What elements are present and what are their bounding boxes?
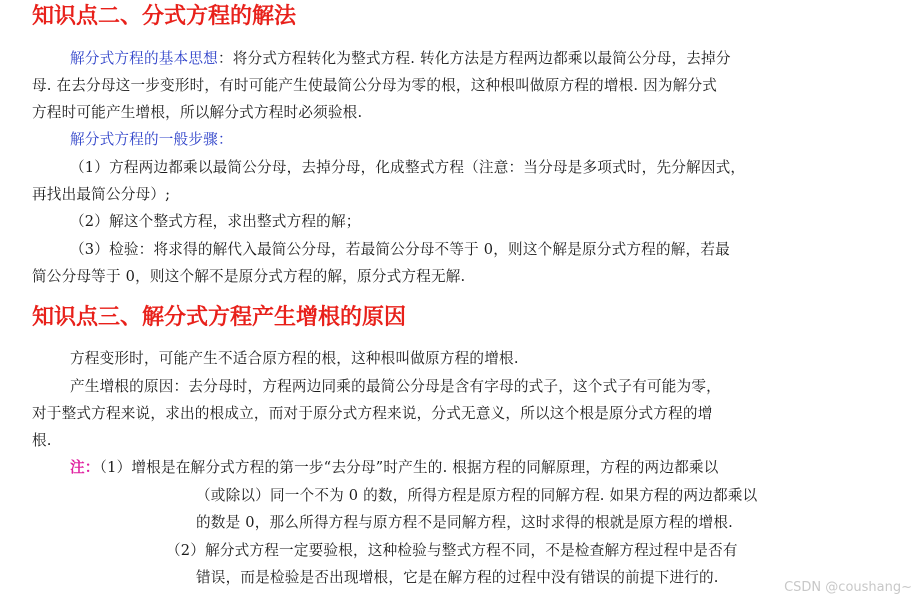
note-label: 注： — [70, 459, 100, 476]
note-1-line-3: 的数是 0，那么所得方程与原方程不是同解方程，这时求得的根就是原方程的增根. — [196, 514, 733, 531]
cause-paragraph-2-line-3: 根. — [32, 432, 52, 449]
step-1-line-1: （1）方程两边都乘以最简公分母，去掉分母，化成整式方程（注意：当分母是多项式时，先分解因式， — [70, 159, 746, 176]
basic-idea-line-3: 方程时可能产生增根，所以解分式方程时必须验根. — [32, 104, 363, 121]
note-1-line-1: 注：（1）增根是在解分式方程的第一步“去分母”时产生的. 根据方程的同解原理，方程的两边都乘以 — [70, 459, 719, 476]
basic-idea-line-1: 解分式方程的基本思想：将分式方程转化为整式方程. 转化方法是方程两边都乘以最简公分母，去掉分 — [70, 50, 731, 67]
note-2-line-1: （2）解分式方程一定要验根，这种检验与整式方程不同，不是检查解方程过程中是否有 — [166, 542, 738, 559]
heading-knowledge-point-3: 知识点三、解分式方程产生增根的原因 — [32, 305, 407, 330]
basic-idea-label: 解分式方程的基本思想 — [70, 50, 218, 67]
cause-paragraph-2-line-2: 对于整式方程来说，求出的根成立，而对于原分式方程来说，分式无意义，所以这个根是原分式方程的增 — [32, 405, 713, 422]
step-3-line-2: 简公分母等于 0，则这个解不是原分式方程的解，原分式方程无解. — [32, 268, 466, 285]
heading-knowledge-point-2: 知识点二、分式方程的解法 — [32, 4, 297, 29]
cause-paragraph-1: 方程变形时，可能产生不适合原方程的根，这种根叫做原方程的增根. — [70, 350, 519, 367]
note-2-line-2: 错误，而是检验是否出现增根，它是在解方程的过程中没有错误的前提下进行的. — [196, 569, 719, 586]
watermark: CSDN @coushang~ — [784, 580, 912, 595]
note-1-line-2: （或除以）同一个不为 0 的数，所得方程是原方程的同解方程. 如果方程的两边都乘以 — [196, 487, 758, 504]
steps-label: 解分式方程的一般步骤： — [70, 131, 233, 148]
step-2: （2）解这个整式方程，求出整式方程的解； — [70, 213, 361, 230]
step-3-line-1: （3）检验：将求得的解代入最简公分母，若最简公分母不等于 0，则这个解是原分式方程的解，若最 — [70, 241, 730, 258]
cause-paragraph-2-line-1: 产生增根的原因：去分母时，方程两边同乘的最简公分母是含有字母的式子，这个式子有可能为零， — [70, 378, 721, 395]
basic-idea-line-2: 母. 在去分母这一步变形时，有时可能产生使最简公分母为零的根，这种根叫做原方程的增根. 因为解分式 — [32, 77, 718, 94]
step-1-line-2: 再找出最简公分母）; — [32, 186, 171, 203]
